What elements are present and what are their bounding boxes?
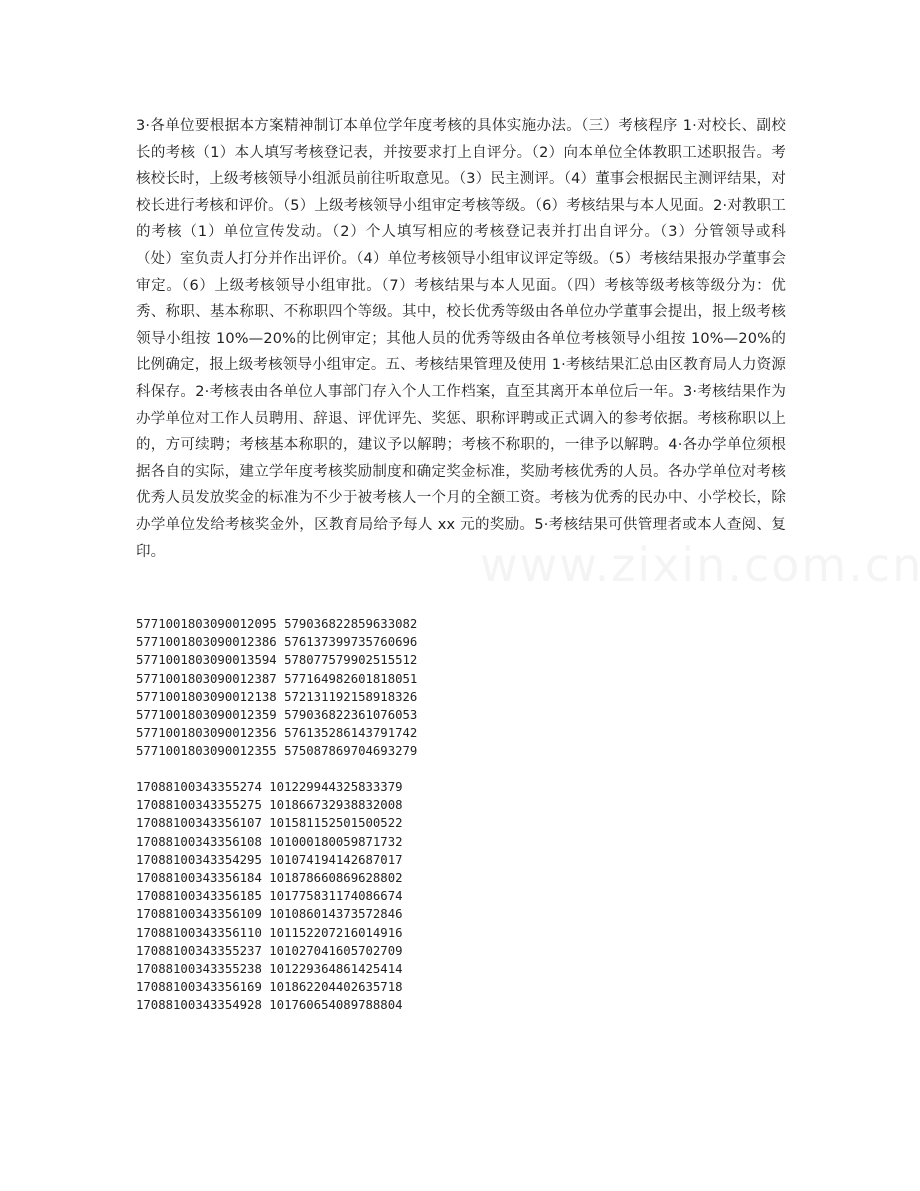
code-line: 5771001803090012356 576135286143791742 <box>136 726 418 741</box>
code-line: 17088100343354928 101760654089788804 <box>136 998 403 1013</box>
code-line: 17088100343356110 101152207216014916 <box>136 925 403 940</box>
code-line: 5771001803090012387 577164982601818051 <box>136 671 418 686</box>
code-line: 17088100343354295 101074194142687017 <box>136 852 403 867</box>
code-line: 5771001803090012386 576137399735760696 <box>136 635 418 650</box>
code-line: 17088100343356169 101862204402635718 <box>136 980 403 995</box>
body-paragraph: 3·各单位要根据本方案精神制订本单位学年度考核的具体实施办法。（三）考核程序 1·对校长、副校长的考核（1）本人填写考核登记表，并按要求打上自评分。（2）向本单位全体教职工述职报告。考核校长时，上级考核领导小组派员前往听取意见。（3）民主测评。（4）董事会根据民主测评结果，对校长进行考核和评价。（5）上级考核领导小组审定考核等级。（6）考核结果与本人见面。2·对教职工的考核（1）单位宣传发动。（2）个人填写相应的考核登记表并打出自评分。（3）分管领导或科（处）室负责人打分并作出评价。（4）单位考核领导小组审议评定等级。（5）考核结果报办学董事会审定。（6）上级考核领导小组审批。（7）考核结果与本人见面。（四）考核等级考核等级分为：优秀、称职、基本称职、不称职四个等级。其中，校长优秀等级由各单位办学董事会提出，报上级考核领导小组按 10%—20%的比例审定；其他人员的优秀等级由各单位考核领导小组按 10%—20%的比例确定，报上级考核领导小组审定。五、考核结果管理及使用 1·考核结果汇总由区教育局人力资源科保存。2·考核表由各单位人事部门存入个人工作档案，直至其离开本单位后一年。3·考核结果作为办学单位对工作人员聘用、辞退、评优评先、奖惩、职称评聘或正式调入的参考依据。考核称职以上的，方可续聘；考核基本称职的，建议予以解聘；考核不称职的，一律予以解聘。4·各办学单位须根据各自的实际，建立学年度考核奖励制度和确定奖金标准，奖励考核优秀的人员。各办学单位对考核优秀人员发放奖金的标准为不少于被考核人一个月的全额工资。考核为优秀的民办中、小学校长，除办学单位发给考核奖金外，区教育局给予每人 xx 元的奖励。5·考核结果可供管理者或本人查阅、复印。 <box>136 118 786 560</box>
code-line: 17088100343355238 101229364861425414 <box>136 961 403 976</box>
code-line: 17088100343356109 101086014373572846 <box>136 907 403 922</box>
code-line: 17088100343356184 101878660869628802 <box>136 870 403 885</box>
code-line: 17088100343356185 101775831174086674 <box>136 889 403 904</box>
code-line: 5771001803090012355 575087869704693279 <box>136 744 418 759</box>
code-line: 17088100343356107 101581152501500522 <box>136 816 403 831</box>
code-line: 5771001803090012359 579036822361076053 <box>136 707 418 722</box>
code-line: 5771001803090012138 572131192158918326 <box>136 689 418 704</box>
code-line: 5771001803090012095 579036822859633082 <box>136 617 418 631</box>
code-line: 17088100343355274 101229944325833379 <box>136 780 403 794</box>
code-list-2 <box>136 778 536 1014</box>
code-line: 17088100343355237 101027041605702709 <box>136 943 403 958</box>
code-list-1 <box>136 615 536 761</box>
code-line: 17088100343355275 101866732938832008 <box>136 798 403 813</box>
code-line: 17088100343356108 101000180059871732 <box>136 834 403 849</box>
code-line: 5771001803090013594 578077579902515512 <box>136 653 418 668</box>
